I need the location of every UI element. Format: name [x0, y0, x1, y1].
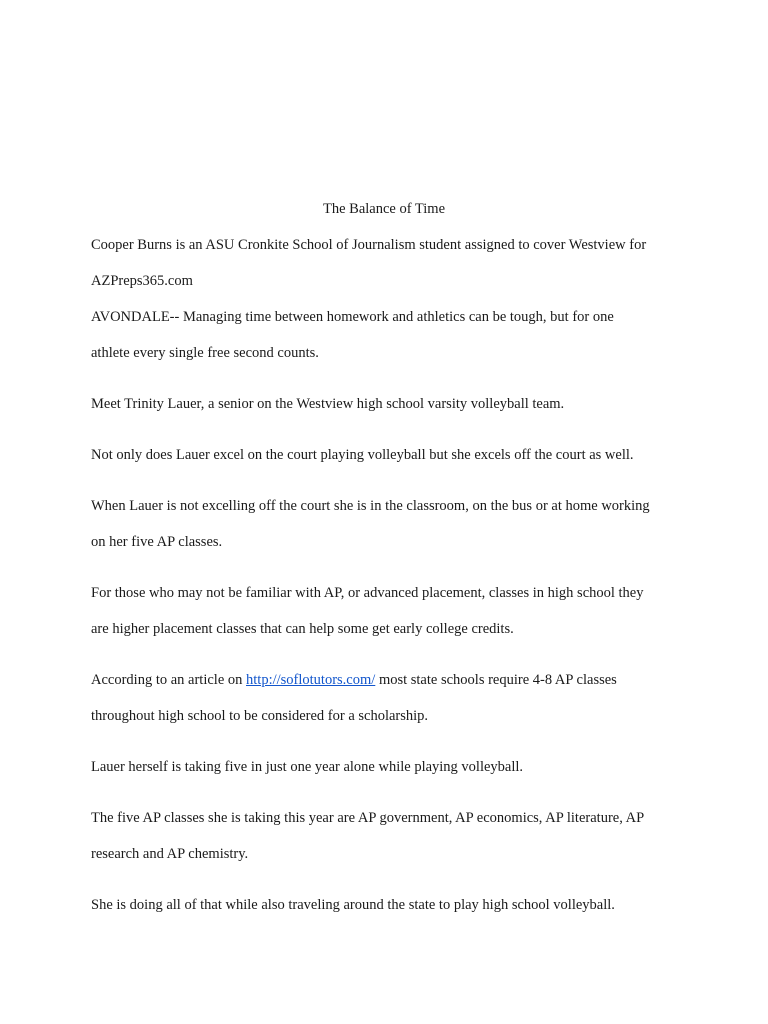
- paragraph-5-text-before-link: According to an article on: [91, 672, 247, 688]
- paragraph-4-line-1: For those who may not be familiar with AP, or advanced placement, classes in high school they: [91, 585, 644, 601]
- paragraph-2: Not only does Lauer excel on the court playing volleyball but she excels off the court as well.: [91, 447, 634, 463]
- paragraph-5-text-after-link: most state schools require 4-8 AP classes: [375, 672, 617, 688]
- soflotutors-link[interactable]: http://soflotutors.com/: [246, 672, 376, 688]
- paragraph-3-line-1: When Lauer is not excelling off the court she is in the classroom, on the bus or at home working: [91, 498, 650, 514]
- lede-line-2: athlete every single free second counts.: [91, 345, 319, 361]
- paragraph-5-line-1: [91, 671, 691, 689]
- paragraph-4-line-2: are higher placement classes that can help some get early college credits.: [91, 621, 514, 637]
- paragraph-6: Lauer herself is taking five in just one year alone while playing volleyball.: [91, 759, 524, 775]
- paragraph-8: She is doing all of that while also traveling around the state to play high school volleyball.: [91, 897, 615, 913]
- paragraph-3-line-2: on her five AP classes.: [91, 534, 223, 550]
- paragraph-5-line-2: throughout high school to be considered for a scholarship.: [91, 708, 429, 724]
- lede-line-1: AVONDALE-- Managing time between homework and athletics can be tough, but for one: [91, 309, 614, 325]
- document-title: The Balance of Time: [322, 201, 446, 217]
- paragraph-1: Meet Trinity Lauer, a senior on the Westview high school varsity volleyball team.: [91, 396, 565, 412]
- paragraph-7-line-1: The five AP classes she is taking this year are AP government, AP economics, AP literature, AP: [91, 810, 645, 826]
- paragraph-7-line-2: research and AP chemistry.: [91, 846, 249, 862]
- byline-line-1: Cooper Burns is an ASU Cronkite School of Journalism student assigned to cover Westview for: [91, 237, 647, 253]
- byline-line-2: AZPreps365.com: [91, 273, 193, 289]
